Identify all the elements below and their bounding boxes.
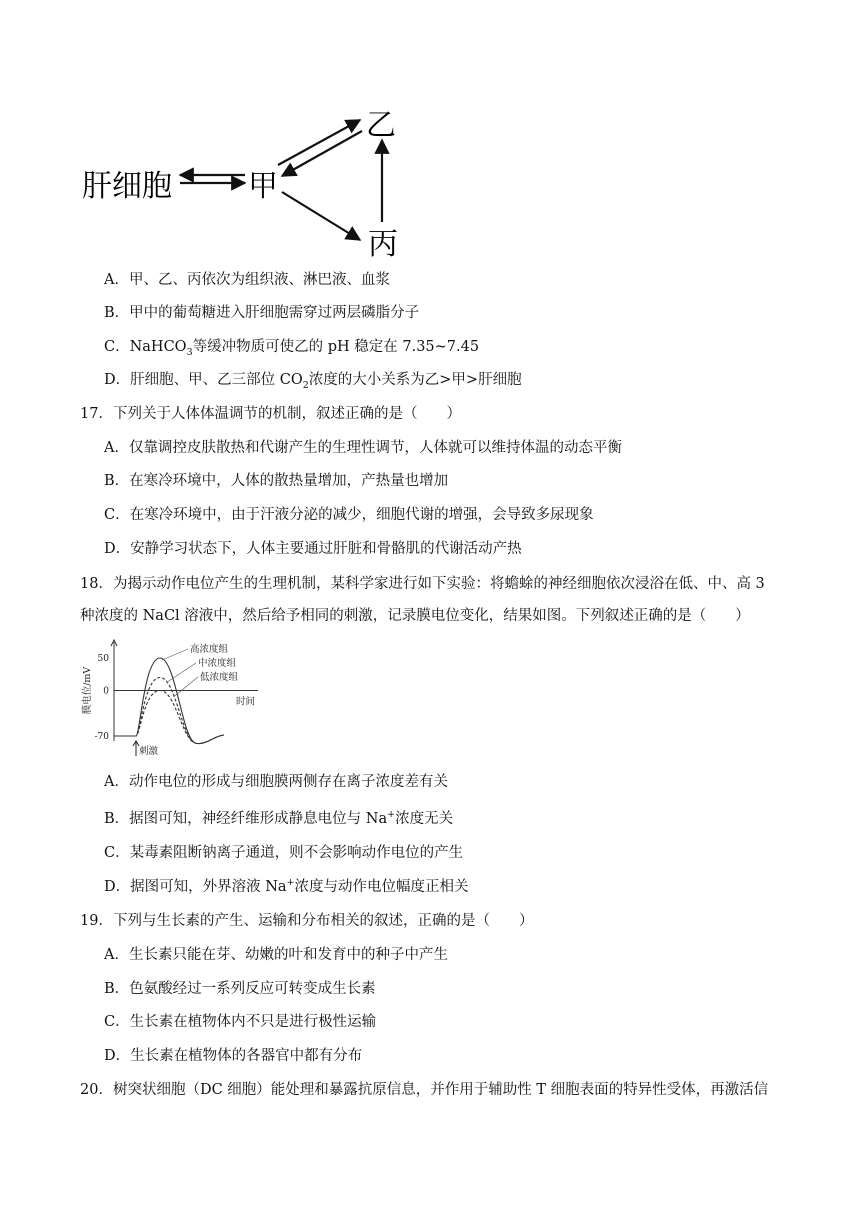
- q18-option-a: A．动作电位的形成与细胞膜两侧存在离子浓度差有关: [104, 774, 448, 790]
- q17-option-c: C．在寒冷环境中，由于汗液分泌的减少，细胞代谢的增强，会导致多尿现象: [104, 507, 594, 523]
- q18-d-sup: +: [286, 877, 295, 889]
- q17-stem: 17．下列关于人体体温调节的机制，叙述正确的是（ ）: [80, 406, 461, 422]
- jia-label: 甲: [248, 169, 278, 204]
- q19-stem: 19．下列与生长素的产生、运输和分布相关的叙述，正确的是（ ）: [80, 913, 534, 929]
- q17-option-a: A．仅靠调控皮肤散热和代谢产生的生理性调节，人体就可以维持体温的动态平衡: [104, 440, 622, 456]
- y-tick-label: 0: [103, 686, 109, 697]
- series-leader-3: [174, 677, 198, 697]
- series-leader-1: [162, 649, 188, 660]
- q18-stem-line1: 18．为揭示动作电位产生的生理机制，某科学家进行如下实验：将蟾蜍的神经细胞依次浸浴在低、中、高 3: [80, 576, 765, 592]
- q16-d-post: 浓度的大小关系为乙>甲>肝细胞: [308, 372, 522, 388]
- q16-d-sub: 2: [302, 379, 309, 391]
- arrow-jia-to-yi: [278, 120, 360, 165]
- q16-c-post: 等缓冲物质可使乙的 pH 稳定在 7.35~7.45: [192, 339, 480, 355]
- action-potential-chart: [78, 638, 278, 758]
- q20-stem: 20．树突状细胞（DC 细胞）能处理和暴露抗原信息，并作用于辅助性 T 细胞表面的特异性受体，再激活信: [80, 1082, 769, 1098]
- q18-option-d: [104, 877, 469, 897]
- q18-b-sup: +: [387, 809, 396, 821]
- y-tick-label: 50: [97, 654, 109, 664]
- y-axis-label: 膜电位/mV: [82, 666, 93, 715]
- q16-c-sub: 3: [186, 346, 193, 358]
- q18-d-post: 浓度与动作电位幅度正相关: [294, 879, 469, 895]
- q19-option-a: A．生长素只能在芽、幼嫩的叶和发育中的种子中产生: [104, 947, 448, 963]
- x-axis-label: 时间: [236, 696, 256, 708]
- q18-b-pre: B．据图可知，神经纤维形成静息电位与 Na: [104, 811, 388, 827]
- q16-option-b: B．甲中的葡萄糖进入肝细胞需穿过两层磷脂分子: [104, 305, 420, 321]
- q18-option-b: [104, 809, 453, 829]
- q16-option-d: [104, 370, 522, 390]
- q18-stem-line2: 种浓度的 NaCl 溶液中，然后给予相同的刺激，记录膜电位变化，结果如图。下列叙述正确的是（ ）: [80, 608, 750, 624]
- series-label-3: 低浓度组: [200, 672, 239, 683]
- bing-label: 丙: [368, 227, 398, 262]
- series-line-1: [114, 658, 224, 744]
- q18-b-post: 浓度无关: [395, 811, 454, 827]
- q19-option-d: D．生长素在植物体的各器官中都有分布: [104, 1048, 363, 1064]
- series-label-1: 高浓度组: [190, 644, 229, 655]
- body-fluid-diagram: [0, 0, 860, 270]
- liver-cell-label: 肝细胞: [82, 169, 172, 204]
- series-line-2: [114, 678, 224, 744]
- q16-option-a: A．甲、乙、丙依次为组织液、淋巴液、血浆: [104, 272, 390, 288]
- arrow-jia-to-bing: [282, 192, 360, 240]
- q18-d-pre: D．据图可知，外界溶液 Na: [104, 879, 287, 895]
- series-label-2: 中浓度组: [198, 658, 237, 669]
- q18-option-c: C．某毒素阻断钠离子通道，则不会影响动作电位的产生: [104, 845, 464, 861]
- q19-option-c: C．生长素在植物体内不只是进行极性运输: [104, 1014, 377, 1030]
- series-line-3: [114, 691, 224, 744]
- stimulus-label: 刺激: [139, 746, 159, 757]
- q19-option-b: B．色氨酸经过一系列反应可转变成生长素: [104, 981, 376, 997]
- q16-option-c: [104, 337, 479, 357]
- yi-label: 乙: [366, 108, 396, 143]
- y-tick-label: -70: [94, 732, 109, 742]
- q16-c-pre: C．NaHCO: [104, 339, 187, 355]
- q17-option-d: D．安静学习状态下，人体主要通过肝脏和骨骼肌的代谢活动产热: [104, 541, 522, 557]
- series-leader-2: [168, 663, 196, 682]
- q16-d-pre: D．肝细胞、甲、乙三部位 CO: [104, 372, 303, 388]
- q17-option-b: B．在寒冷环境中，人体的散热量增加，产热量也增加: [104, 473, 449, 489]
- arrow-yi-to-jia: [282, 131, 362, 176]
